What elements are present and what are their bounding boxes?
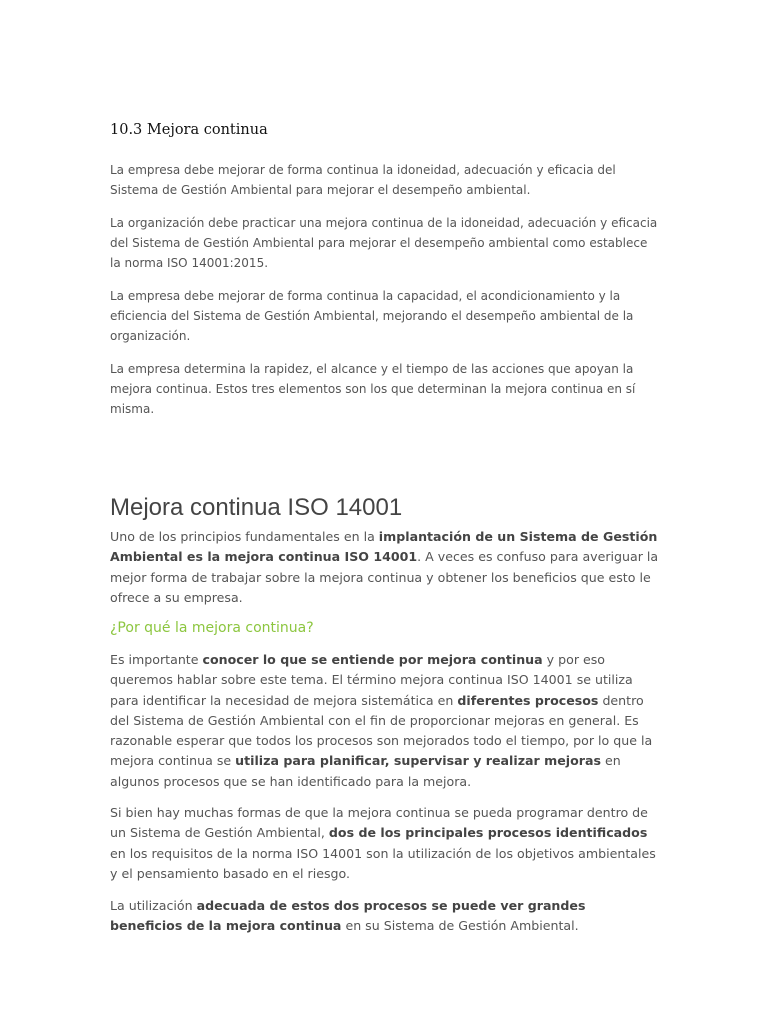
intro-paragraph: Uno de los principios fundamentales en la implantación de un Sistema de Gestión Ambiental es la mejora continua ISO 14001. A veces es confuso para averiguar la mejor forma de trabajar sobre la mejora continua y obtener los beneficios que esto le ofrece a su empresa. [110,529,659,605]
clause-paragraph: La organización debe practicar una mejora continua de la idoneidad, adecuación y eficacia del Sistema de Gestión Ambiental para mejorar el desempeño ambiental como establece la norma ISO 14001:2015. [110,216,658,270]
article-subheading: ¿Por qué la mejora continua? [110,620,314,636]
body-paragraph: La utilización adecuada de estos dos procesos se puede ver grandes beneficios de la mejora continua en su Sistema de Gestión Ambiental. [110,898,586,934]
clause-paragraph: La empresa debe mejorar de forma continua la capacidad, el acondicionamiento y la eficiencia del Sistema de Gestión Ambiental, mejorando el desempeño ambiental de la organización. [110,289,634,343]
clause-title: 10.3 Mejora continua [110,122,268,138]
clause-paragraph: La empresa debe mejorar de forma continua la idoneidad, adecuación y eficacia del Sistema de Gestión Ambiental para mejorar el desempeño ambiental. [110,163,616,197]
body-paragraph: Si bien hay muchas formas de que la mejora continua se pueda programar dentro de un Sistema de Gestión Ambiental, dos de los principales procesos identificados en los requisitos de la norma ISO 14001 son la utilización de los objetivos ambientales y el pensamiento basado en el riesgo. [110,805,656,881]
body-paragraph: Es importante conocer lo que se entiende por mejora continua y por eso queremos hablar sobre este tema. El término mejora continua ISO 14001 se utiliza para identificar la necesidad de mejora sistemática en diferentes procesos dentro del Sistema de Gestión Ambiental con el fin de proporcionar mejoras en general. Es razonable esperar que todos los procesos son mejorados todo el tiempo, por lo que la mejora continua se utiliza para planificar, supervisar y realizar mejoras en algunos procesos que se han identificado para la mejora. [110,652,653,789]
clause-paragraph: La empresa determina la rapidez, el alcance y el tiempo de las acciones que apoyan la mejora continua. Estos tres elementos son los que determinan la mejora continua en sí misma. [110,362,636,416]
article-heading: Mejora continua ISO 14001 [110,494,403,521]
